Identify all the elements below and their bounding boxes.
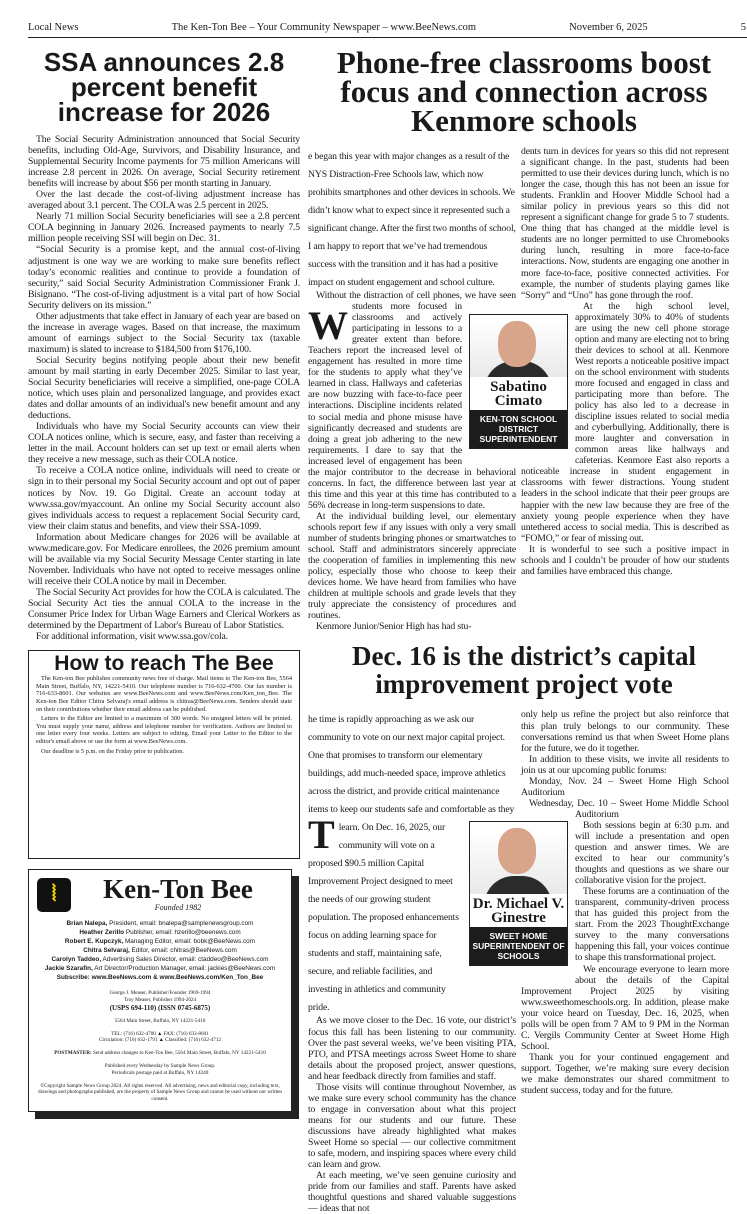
paragraph: dents turn in devices for years so this did not represent a significant change. In the past, students had been permitted to use their devices during lunch, which is no longer the case, though this has not been an issue for students. Franklin and Hoover Middle School had a similar policy in previous years so this did not represent a significant change for grade 5 to 7 students. One thing that has changed at the middle level is students are no longer permitted to use Chromebooks during lunch, resulting in more face-to-face interactions. Now, students are engaging one another in more face-to-face, positive connected activities. For example, the number of students playing games like “Sorry” and “Uno” has gone through the roof.: [521, 146, 729, 301]
staff-line: [35, 937, 285, 946]
staff-name: Robert E. Kupczyk,: [64, 938, 124, 946]
paragraph: At each meeting, we’ve seen genuine curiosity and pride from our families and staff. Parents have asked thoughtful questions and shared valuable suggestions — ideas that not: [308, 1170, 516, 1214]
paragraph: Our deadline is 5 p.m. on the Friday prior to publication.: [41, 747, 184, 755]
paragraph: Letters to the Editor are limited to a maximum of 300 words. No unsigned letters will be printed. You must supply your name, address and telephone number for verification. Authors are limited to one letter every four weeks. Letters are subject to editing. Email your Letter to the Editor to the editor's email above or use the form at www.BeeNews.com.: [36, 715, 292, 745]
paragraph: In addition to these visits, we invite all residents to join us at our upcoming public forums:: [521, 753, 729, 776]
author-name: Dr. Michael V. Ginestre: [472, 896, 565, 927]
section-label: Local News: [28, 22, 79, 33]
published-line: Published every Wednesday by Sample News Group.: [104, 1062, 216, 1069]
staff-line: [35, 946, 285, 955]
published-line: Periodicals postage paid at Buffalo, NY 14240: [111, 1069, 209, 1076]
paragraph: Other adjustments that take effect in January of each year are based on the increase in average wages. Based on that increase, the maximum amount of earnings subject to the Social Security tax (taxable maximum) is slated to increase to $184,500 from $176,100.: [28, 310, 300, 355]
paragraph: Thank you for your continued engagement and support. Together, we’re making sure every decision we make demonstrates our shared commitment to student success, today and for the future.: [521, 1051, 729, 1097]
phone-line: TEL: (716) 632-4700 ▲ FAX: (716) 633-8601: [111, 1030, 209, 1037]
vote-headline: Dec. 16 is the district’s capital improvement project vote: [352, 641, 696, 700]
staff-line: [35, 964, 285, 973]
left-column: [28, 47, 300, 1112]
author-title: SWEET HOME SUPERINTENDENT OF SCHOOLS: [470, 927, 567, 965]
page-header: [28, 22, 747, 38]
staff-line: [35, 919, 285, 928]
staff-role: Publisher, email: hzerillo@beenews.com: [124, 929, 241, 937]
staff-role: Managing Editor, email: bobk@BeeNews.com: [123, 938, 256, 946]
paragraph: Those visits will continue throughout November, as we make sure every school community has the chance to engage in conversation about what this project means for our students and our future. These discussions have already highlighted what makes Sweet Home so special — our collective commitment to safe, modern, and inspiring spaces where every child can learn and grow.: [308, 1081, 516, 1171]
staff-line: [35, 928, 285, 937]
paragraph: Wednesday, Dec. 10 – Sweet Home Middle School Auditorium: [529, 797, 729, 820]
paragraph: e began this year with major changes as a result of the NYS Distraction-Free Schools law, which now prohibits smartphones and other devices in schools. We didn’t know what to expect since it represented such a significant change. After the first two months of school, I am happy to report that we’ve had tremendous success with the transition and it has had a positive impact on student engagement and school culture.: [308, 151, 516, 288]
vote-article: [308, 709, 740, 1214]
founder-line: Troy Measer, Publisher 1994-2024: [123, 996, 197, 1003]
staff-role: Advertising Sales Director, email: ctaddeo@BeeNews.com: [101, 956, 269, 964]
paragraph: Individuals who have my Social Security accounts can view their COLA notices online, which is secure, easy, and faster than receiving a letter in the mail. Account holders can set up text or email alerts when they receive a new message, such as their COLA notice.: [28, 421, 300, 466]
paragraph: Both sessions begin at 6:30 p.m. and will include a presentation and open question and answer times. We are excited to hear our community’s thoughts and questions as we share our collaborative vision for the project.: [575, 819, 729, 887]
staff-role: President, email: bnalepa@samplenewsgroup.com: [107, 920, 254, 928]
postmaster-text: Send address changes to Ken-Ton Bee, 5564 Main Street, Buffalo, NY 14221-5410: [91, 1050, 266, 1057]
reach-title: How to reach The Bee: [54, 652, 274, 676]
copyright-notice: ©Copyright Sample News Group 2024. All rights reserved. All advertising, news and editorial copy, including text, drawings and photographs published, are the property of Sample News Group and cannot be used without our written consent.: [37, 1082, 283, 1103]
phones-headline: Phone-free classrooms boost focus and connection across Kenmore schools: [336, 45, 712, 138]
phones-article: [308, 146, 740, 632]
staff-name: Carolyn Taddeo,: [51, 956, 102, 964]
author-photo-cimato: [469, 314, 568, 449]
paragraph: The Social Security Act provides for how the COLA is calculated. The Social Security Act ties the annual COLA to the increase in the Consumer Price Index for Urban Wage Earners and Clerical Workers as determined by the Department of Labor's Bureau of Labor Statistics.: [28, 586, 300, 632]
ssa-article-body: [28, 134, 300, 642]
paragraph: “Social Security is a promise kept, and the annual cost-of-living adjustment is one way we are working to make sure benefits reflect today’s economic realities and continue to provide a foundation of security,” said Social Security Administration Commissioner Frank J. Bisignano. “The cost-of-living adjustment is a vital part of how Social Security delivers on its mission.”: [28, 244, 300, 311]
paragraph: only help us refine the project but also reinforce that this plan truly belongs to our community. These conversations remind us that when Sweet Home plans for the future, we do it together.: [521, 709, 729, 754]
paragraph: The Social Security Administration announced that Social Security benefits, including Old-Age, Survivors, and Disability Insurance, and Supplemental Security Income payments for 75 million Americans will increase 2.8 percent in 2026. On average, Social Security retirement benefits will increase by about $56 per month starting in January.: [28, 134, 300, 190]
staff-name: Brian Nalepa,: [66, 920, 108, 928]
ssa-headline: SSA announces 2.8 percent benefit increase for 2026: [43, 47, 285, 127]
staff-name: Chitra Selvaraj,: [83, 947, 130, 955]
founder-line: George J. Measer, Publisher/Founder 1969-1994: [109, 990, 211, 997]
author-photo-ginestre: [469, 821, 568, 966]
author-name: Sabatino Cimato: [490, 379, 547, 409]
paragraph: Information about Medicare changes for 2026 will be available at www.medicare.gov. For Medicare enrollees, the 2026 premium amount will be available via my Social Security Message Center starting in late November. Individuals who have not opted to receive messages online will receive their COLA notice by mail in December.: [28, 531, 300, 587]
paragraph: Over the last decade the cost-of-living adjustment increase has averaged about 3.1 percent. The COLA was 2.5 percent in 2025.: [28, 189, 300, 212]
paragraph: These forums are a continuation of the transparent, community-driven process that has guided this project from the start. From the 2023 ThoughtExchange survey to the many conversations happening this fall, your voices continue to shape this transformational project.: [575, 886, 729, 964]
paragraph: We encourage everyone to learn more about the details of the Capital Improvement Project 2025 by visiting www.sweethomeschools.org. In addition, please make your voice heard on Tuesday, Dec. 16, 2025, when polls will be open from 7 AM to 9 PM in the Norman C. Vergils Community Center at Sweet Home High School.: [521, 963, 729, 1052]
staff-role: Art Director/Production Manager, email: jackies@BeeNews.com: [92, 965, 276, 973]
page-number: 5: [740, 22, 746, 33]
subscribe-line: Subscribe: www.BeeNews.com & www.BeeNews.com/Ken_Ton_Bee: [56, 974, 264, 982]
staff-name: Jackie Szarafin,: [44, 965, 93, 973]
paragraph: Without the distraction of cell phones, we have seen students more focused in classrooms and actively participating in lessons to a greater extent than before. Teachers report the increased level of engagement has resulted in more time for the students to apply what they’ve learned in class. Hallways and cafeterias are now buzzing with face-to-face peer interactions. Discipline incidents related to social media and phone misuse have significantly decreased and students are doing a great job adhering to the new requirements. I dare to say that the increased level of engagement has been the major contributor to the decrease in behavioral concerns. In fact, the difference between last year at this time and this year at this time has contributed to a 56% decrease in long-term suspensions to date.: [308, 290, 516, 511]
staff-line: [35, 955, 285, 964]
right-column: [308, 45, 740, 1214]
postmaster-label: POSTMASTER:: [54, 1050, 92, 1057]
paragraph: To receive a COLA notice online, individuals will need to create or sign in to their personal my Social Security account and opt out of paper notices by Nov. 19. Go Digital. Create an account today at www.ssa.gov/myaccount. An online my Social Security account also gives individuals access to request a replacement Social Security card, view their claim status and benefits, and view their SSA-1099.: [28, 465, 300, 532]
masthead-title: Ken-Ton Bee: [103, 874, 253, 905]
paragraph: The Ken-ton Bee publishes community news free of charge. Mail items to The Ken-ton Bee, 5564 Main Street, Buffalo, NY, 14221-5410. Our telephone number is 716-632-4700. Our fax number is 716-633-8601. Our websites are www.BeeNews.com and www.BeeNews.com/Ken_ton_Bee. The Ken-ton Bee Editor Chitra Selvaraj's email address is chitras@BeeNews.com. Senders should state on their contributions whether their email address can be published.: [36, 675, 292, 713]
paper-name: The Ken-Ton Bee – Your Community Newspaper – www.BeeNews.com: [171, 22, 477, 33]
bee-logo-icon: ⦚: [37, 878, 71, 912]
paragraph: It is wonderful to see such a positive impact in schools and I couldn’t be prouder of how our students and families have embraced this change.: [521, 543, 729, 577]
paragraph: At the individual building level, our elementary schools report few if any issues with only a very small number of students bringing phones or smartwatches to school. Staff and administrators sincerely appreciate the cooperation of families in implementing this new policy, especially those who choose to keep their devices home. We have heard from families who have children at multiple schools and grade levels that they truly appreciate the consistency of procedures and routines.: [308, 510, 516, 622]
paragraph: he time is rapidly approaching as we ask our community to vote on our next major capital project. One that promises to transform our elementary buildings, add much-needed space, improve athletics across the district, and provide critical maintenance items to keep our students safe and comfortable as they learn. On Dec. 16, 2025, our community will vote on a proposed $90.5 million Capital Improvement Project designed to meet the needs of our growing student population. The proposed enhancements focus on adding learning space for students and staff, maintaining safe, secure, and reliable facilities, and investing in athletics and community pride.: [308, 714, 515, 1014]
paragraph: As we move closer to the Dec. 16 vote, our district’s focus this fall has been listening to our community. Over the past several weeks, we’ve been visiting PTA, PTO, and PTSA meetings across Sweet Home to share details about the proposed project, answer questions, and hear feedback directly from families and staff.: [308, 1015, 516, 1082]
dropcap: W: [308, 303, 348, 348]
address-line: 5564 Main Street, Buffalo, NY 14221-5410: [114, 1017, 206, 1024]
staff-role: Editor, email: chitras@BeeNews.com: [129, 947, 237, 955]
dropcap: T: [308, 812, 335, 858]
founded-line: Founded 1982: [154, 903, 202, 913]
how-to-reach-box: [28, 650, 300, 859]
author-title: KEN-TON SCHOOL DISTRICT SUPERINTENDENT: [470, 410, 567, 448]
phone-line: Circulation: (716) 632-1791 ▲ Classified: (716) 632-4712: [98, 1037, 222, 1044]
staff-name: Heather Zerillo: [79, 929, 125, 937]
issue-date: November 6, 2025: [569, 22, 648, 33]
portrait-image: [470, 315, 567, 377]
paragraph: Social Security begins notifying people about their new benefit amount by mail starting in early December 2025. Similar to last year, Social Security beneficiaries will receive a simplified, one-page COLA notice, which uses plain and personalized language, and provides exact dates and dollar amounts of an individual's new benefit amount and any deductions.: [28, 354, 300, 422]
usps-line: (USPS 694-110) (ISSN 0745-6875): [109, 1003, 211, 1012]
paragraph: At the high school level, approximately 30% to 40% of students are using the new cell phone storage option and many are electing not to bring their devices to school at all. Kenmore West reports a noticeable positive impact on the school environment with students more focused and engaged in class and participating more than before. The policy has also led to a decrease in discipline issues related to social media and cyberbullying. Additionally, there is more laughter and conversation in common areas like hallways and cafeterias. Kenmore East also reports a noticeable increase in student engagement in classrooms with fewer distractions. Young student leaders in the school indicate that their peer groups are happier with the new law because they are free of the anxiety young people experience when they have untethered access to social media. This is described as “FOMO,” or fear of missing out.: [521, 300, 729, 544]
paragraph: For additional information, visit www.ssa.gov/cola.: [36, 631, 228, 643]
paragraph: Kenmore Junior/Senior High has had stu-: [316, 621, 472, 633]
portrait-image: [470, 822, 567, 894]
paragraph: Monday, Nov. 24 – Sweet Home High School Auditorium: [521, 775, 729, 798]
masthead-box: [28, 869, 292, 1112]
paragraph: Nearly 71 million Social Security beneficiaries will see a 2.8 percent COLA beginning in January 2026. Increased payments to nearly 7.5 million people receiving SSI will begin on Dec. 31.: [28, 211, 300, 245]
